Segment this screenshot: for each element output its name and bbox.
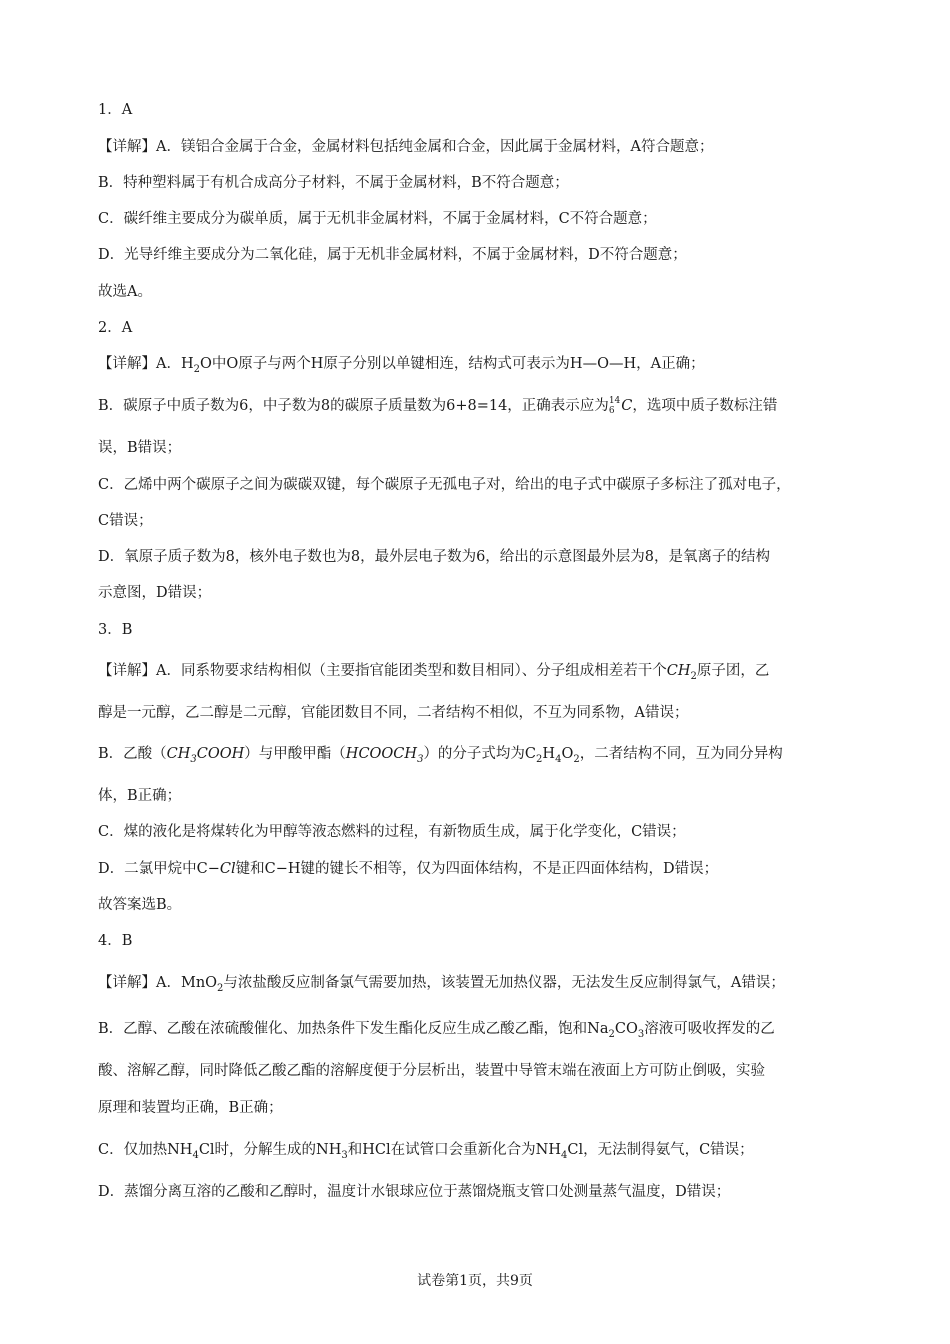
q1-detail-d: D．光导纤维主要成分为二氧化硅，属于无机非金属材料，不属于金属材料，D不符合题意； — [98, 247, 687, 263]
q4-detail-d: D．蒸馏分离互溶的乙酸和乙醇时，温度计水银球应位于蒸馏烧瓶支管口处测量蒸气温度，D错误； — [98, 1184, 731, 1200]
answer-q3: 3．B — [98, 622, 133, 638]
q4-detail-c: C．仅加热$NH_4Cl$时，分解生成的$NH_3$和HCl在试管口会重新化合为$NH_4Cl$，无法制得氨气，C错误； — [98, 1142, 754, 1161]
q3-detail-b-cont: 体，B正确； — [98, 788, 182, 804]
q2-detail-c: C．乙烯中两个碳原子之间为碳碳双键，每个碳原子无孤电子对，给出的电子式中碳原子多标注了孤对电子， — [98, 477, 791, 493]
q4-detail-b-cont2: 原理和装置均正确，B正确； — [98, 1100, 283, 1116]
detail-tag: 【详解】 — [98, 663, 156, 679]
q2-detail-d-cont: 示意图，D错误； — [98, 585, 212, 601]
q3-detail-a-cont: 醇是一元醇，乙二醇是二元醇，官能团数目不同，二者结构不相似，不互为同系物，A错误； — [98, 705, 689, 721]
q2-detail-b: B．碳原子中质子数为6，中子数为8的碳原子质量数为6+8=14，正确表示应为 14 6 C，选项中质子数标注错 — [98, 396, 778, 416]
detail-tag: 【详解】 — [98, 975, 156, 991]
q2-detail-b-cont: 误，B错误； — [98, 440, 182, 456]
page-footer: 试卷第1页，共9页 — [417, 1273, 533, 1289]
isotope-notation: 14 6 — [608, 396, 621, 416]
q4-detail-b: B．乙醇、乙酸在浓硫酸催化、加热条件下发生酯化反应生成乙酸乙酯，饱和$Na_2CO_3$溶液可吸收挥发的乙 — [98, 1021, 775, 1040]
q1-conclusion: 故选A。 — [98, 284, 152, 300]
detail-tag: 【详解】 — [98, 356, 156, 372]
q3-detail-d: D．二氯甲烷中C−Cl键和C−H键的键长不相等，仅为四面体结构，不是正四面体结构，D错误； — [98, 861, 719, 877]
q3-detail-a: 【详解】A．同系物要求结构相似（主要指官能团类型和数目相同）、分子组成相差若干个$CH_2$原子团，乙 — [98, 663, 770, 682]
q4-detail-a: 【详解】A．MnO$_2$与浓盐酸反应制备氯气需要加热，该装置无加热仪器，无法发生反应制得氯气，A错误； — [98, 975, 785, 994]
detail-tag: 【详解】 — [98, 139, 156, 155]
q2-detail-a: 【详解】A．$H_2O$中O原子与两个H原子分别以单键相连，结构式可表示为H—O—H，A正确； — [98, 356, 705, 375]
answer-q1: 1．A — [98, 102, 133, 118]
q3-detail-c: C．煤的液化是将煤转化为甲醇等液态燃料的过程，有新物质生成，属于化学变化，C错误； — [98, 824, 686, 840]
q2-detail-c-cont: C错误； — [98, 513, 153, 529]
q2-detail-d: D．氧原子质子数为8，核外电子数也为8，最外层电子数为6，给出的示意图最外层为8，是氧离子的结构 — [98, 549, 771, 565]
q4-detail-b-cont: 酸、溶解乙醇，同时降低乙酸乙酯的溶解度便于分层析出，装置中导管末端在液面上方可防止倒吸，实验 — [98, 1063, 765, 1079]
q1-detail-c: C．碳纤维主要成分为碳单质，属于无机非金属材料，不属于金属材料，C不符合题意； — [98, 211, 657, 227]
answer-q4: 4．B — [98, 933, 133, 949]
q3-detail-b: B．乙酸$(CH_3COOH)$与甲酸甲酯$(HCOOCH_3)$的分子式均为$C_2H_4O_2$，二者结构不同，互为同分异构 — [98, 746, 783, 765]
answer-q2: 2．A — [98, 320, 133, 336]
q3-conclusion: 故答案选B。 — [98, 897, 182, 913]
q1-detail-a: 【详解】A．镁铝合金属于合金，金属材料包括纯金属和合金，因此属于金属材料，A符合题意； — [98, 139, 714, 155]
q1-detail-b: B．特种塑料属于有机合成高分子材料，不属于金属材料，B不符合题意； — [98, 175, 569, 191]
